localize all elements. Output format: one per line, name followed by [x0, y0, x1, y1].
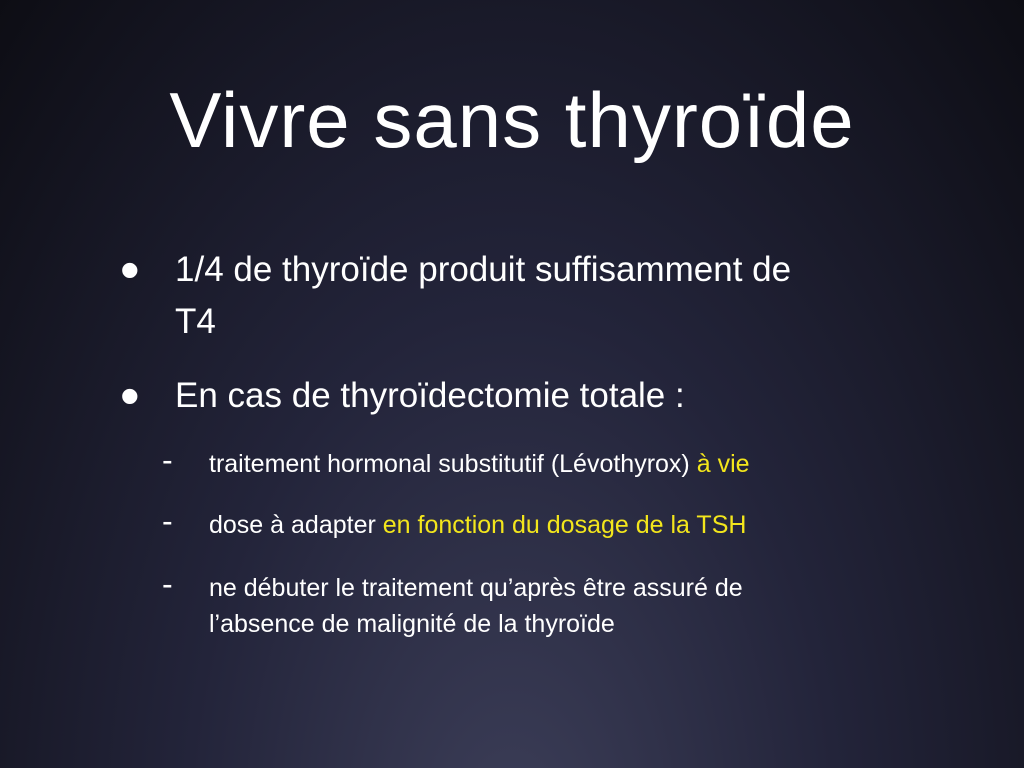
- sub-item-debuter: [162, 566, 969, 642]
- sub-item-highlight: en fonction du dosage de la TSH: [382, 511, 747, 539]
- bullet-text-line2: T4: [175, 302, 216, 341]
- bullet-item-t4: [120, 238, 955, 348]
- bullet-text-line1: 1/4 de thyroïde produit suffisamment de: [175, 250, 792, 289]
- sub-item-text: traitement hormonal substitutif (Lévothyrox): [209, 450, 697, 478]
- bullet-text: En cas de thyroïdectomie totale :: [175, 376, 685, 415]
- bullet-icon: •: [120, 238, 140, 301]
- dash-icon: -: [162, 442, 173, 478]
- sub-item-text-line2: l’absence de malignité de la thyroïde: [209, 610, 615, 638]
- sub-item-highlight: à vie: [696, 450, 750, 478]
- sub-item-traitement: [162, 442, 969, 482]
- bullet-item-thyroidectomie: [120, 364, 955, 427]
- sub-item-text: dose à adapter: [209, 511, 383, 539]
- dash-icon: -: [162, 503, 173, 539]
- sub-item-text-line1: ne débuter le traitement qu’après être assuré de: [209, 574, 743, 602]
- dash-icon: -: [162, 566, 173, 602]
- slide-title: Vivre sans thyroïde: [169, 76, 855, 164]
- bullet-icon: •: [120, 364, 140, 427]
- sub-item-dose: [162, 503, 969, 543]
